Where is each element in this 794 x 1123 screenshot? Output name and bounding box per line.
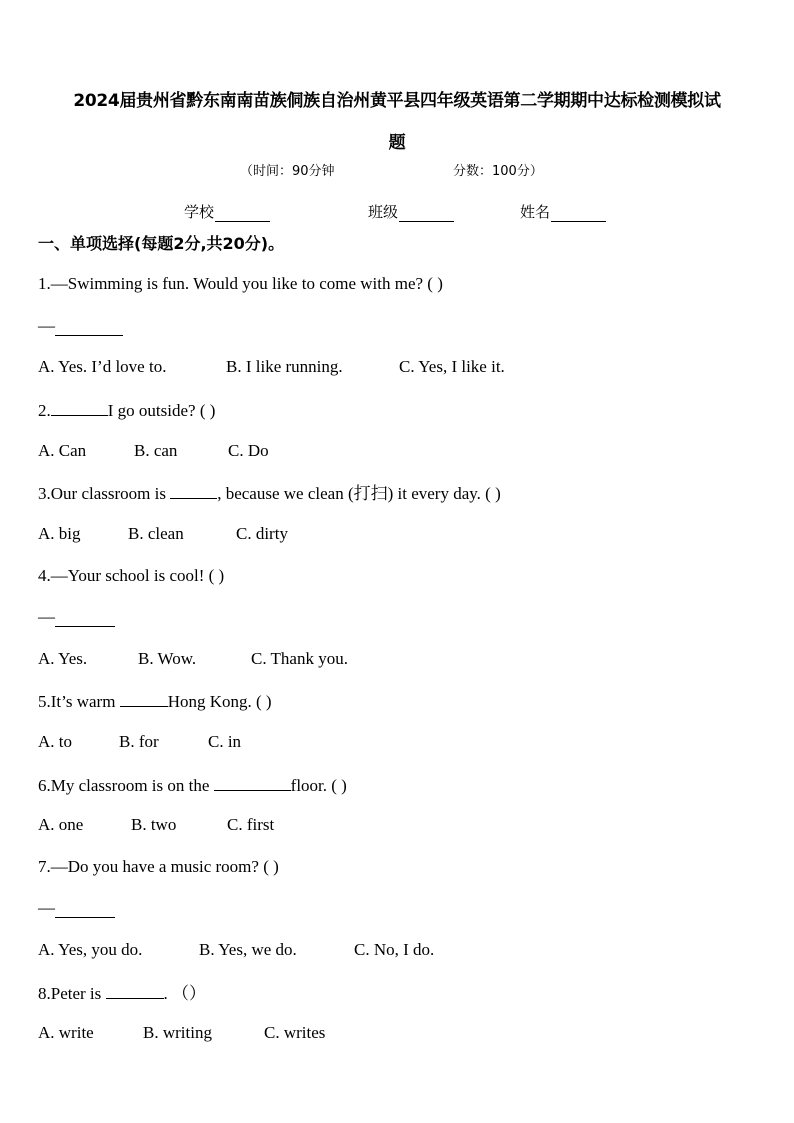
time-limit: （时间：90分钟: [240, 164, 335, 179]
dash-mark: —: [38, 607, 55, 626]
question-1: 1.—Swimming is fun. Would you like to come with me? ( ): [38, 274, 443, 293]
school-label: 学校: [184, 203, 215, 221]
class-label: 班级: [368, 203, 399, 221]
q4-option-b: B. Wow.: [138, 649, 197, 668]
question-7-answer-line: [38, 898, 115, 918]
exam-title-line1: 2024届贵州省黔东南南苗族侗族自治州黄平县四年级英语第二学期期中达标检测模拟试: [73, 91, 721, 111]
question-4: 4.—Your school is cool! ( ): [38, 566, 225, 585]
q5-option-b: B. for: [119, 732, 159, 751]
q1-option-b: B. I like running.: [226, 357, 343, 376]
q3-option-c: C. dirty: [236, 524, 288, 543]
total-score: 分数：100分）: [453, 164, 543, 179]
q2-option-c: C. Do: [228, 441, 269, 460]
q3-option-a: A. big: [38, 524, 81, 543]
question-7: 7.—Do you have a music room? ( ): [38, 857, 279, 876]
q3-text: , because we clean (打扫) it every day. ( ): [217, 484, 501, 503]
answer-blank[interactable]: [51, 399, 108, 416]
q5-text: Hong Kong. ( ): [167, 692, 272, 711]
question-4-answer-line: [38, 607, 115, 627]
answer-blank[interactable]: [120, 690, 168, 707]
school-blank[interactable]: [215, 206, 270, 222]
q1-option-a: A. Yes. I’d love to.: [38, 357, 167, 376]
dash-mark: —: [38, 316, 55, 335]
answer-blank[interactable]: [170, 482, 217, 499]
q8-option-b: B. writing: [143, 1023, 212, 1042]
q3-option-b: B. clean: [128, 524, 184, 543]
q5-option-a: A. to: [38, 732, 72, 751]
dash-mark: —: [38, 898, 55, 917]
q1-option-c: C. Yes, I like it.: [399, 357, 505, 376]
name-label: 姓名: [520, 203, 551, 221]
q5-prefix: 5.It’s warm: [38, 692, 120, 711]
q7-option-a: A. Yes, you do.: [38, 940, 143, 959]
name-blank[interactable]: [551, 206, 606, 222]
section-heading: 一、单项选择(每题2分,共20分)。: [38, 234, 285, 253]
answer-blank[interactable]: [55, 608, 115, 627]
answer-blank[interactable]: [55, 899, 115, 918]
q5-option-c: C. in: [208, 732, 242, 751]
question-2: [38, 399, 215, 421]
answer-blank[interactable]: [106, 982, 164, 999]
name-field: [520, 201, 606, 222]
question-3: [38, 482, 501, 504]
answer-blank[interactable]: [214, 774, 291, 791]
answer-blank[interactable]: [55, 317, 123, 336]
q6-option-c: C. first: [227, 815, 275, 834]
q6-option-a: A. one: [38, 815, 84, 834]
q4-option-c: C. Thank you.: [251, 649, 348, 668]
exam-title-line2: 题: [388, 133, 406, 153]
q7-option-c: C. No, I do.: [354, 940, 435, 959]
q2-option-a: A. Can: [38, 441, 87, 460]
class-blank[interactable]: [399, 206, 454, 222]
question-1-answer-line: [38, 316, 123, 336]
question-5: [38, 690, 272, 712]
q8-text: . （）: [163, 984, 207, 1003]
school-field: [184, 201, 270, 222]
question-6: [38, 774, 347, 796]
q8-prefix: 8.Peter is: [38, 984, 106, 1003]
q2-option-b: B. can: [134, 441, 178, 460]
q2-text: I go outside? ( ): [107, 401, 216, 420]
class-field: [368, 201, 454, 222]
q6-text: floor. ( ): [290, 776, 347, 795]
q2-prefix: 2.: [38, 401, 51, 420]
q8-option-c: C. writes: [264, 1023, 326, 1042]
q7-option-b: B. Yes, we do.: [199, 940, 297, 959]
q6-option-b: B. two: [131, 815, 177, 834]
question-8: [38, 982, 206, 1004]
q4-option-a: A. Yes.: [38, 649, 88, 668]
q6-prefix: 6.My classroom is on the: [38, 776, 214, 795]
q3-prefix: 3.Our classroom is: [38, 484, 171, 503]
q8-option-a: A. write: [38, 1023, 94, 1042]
